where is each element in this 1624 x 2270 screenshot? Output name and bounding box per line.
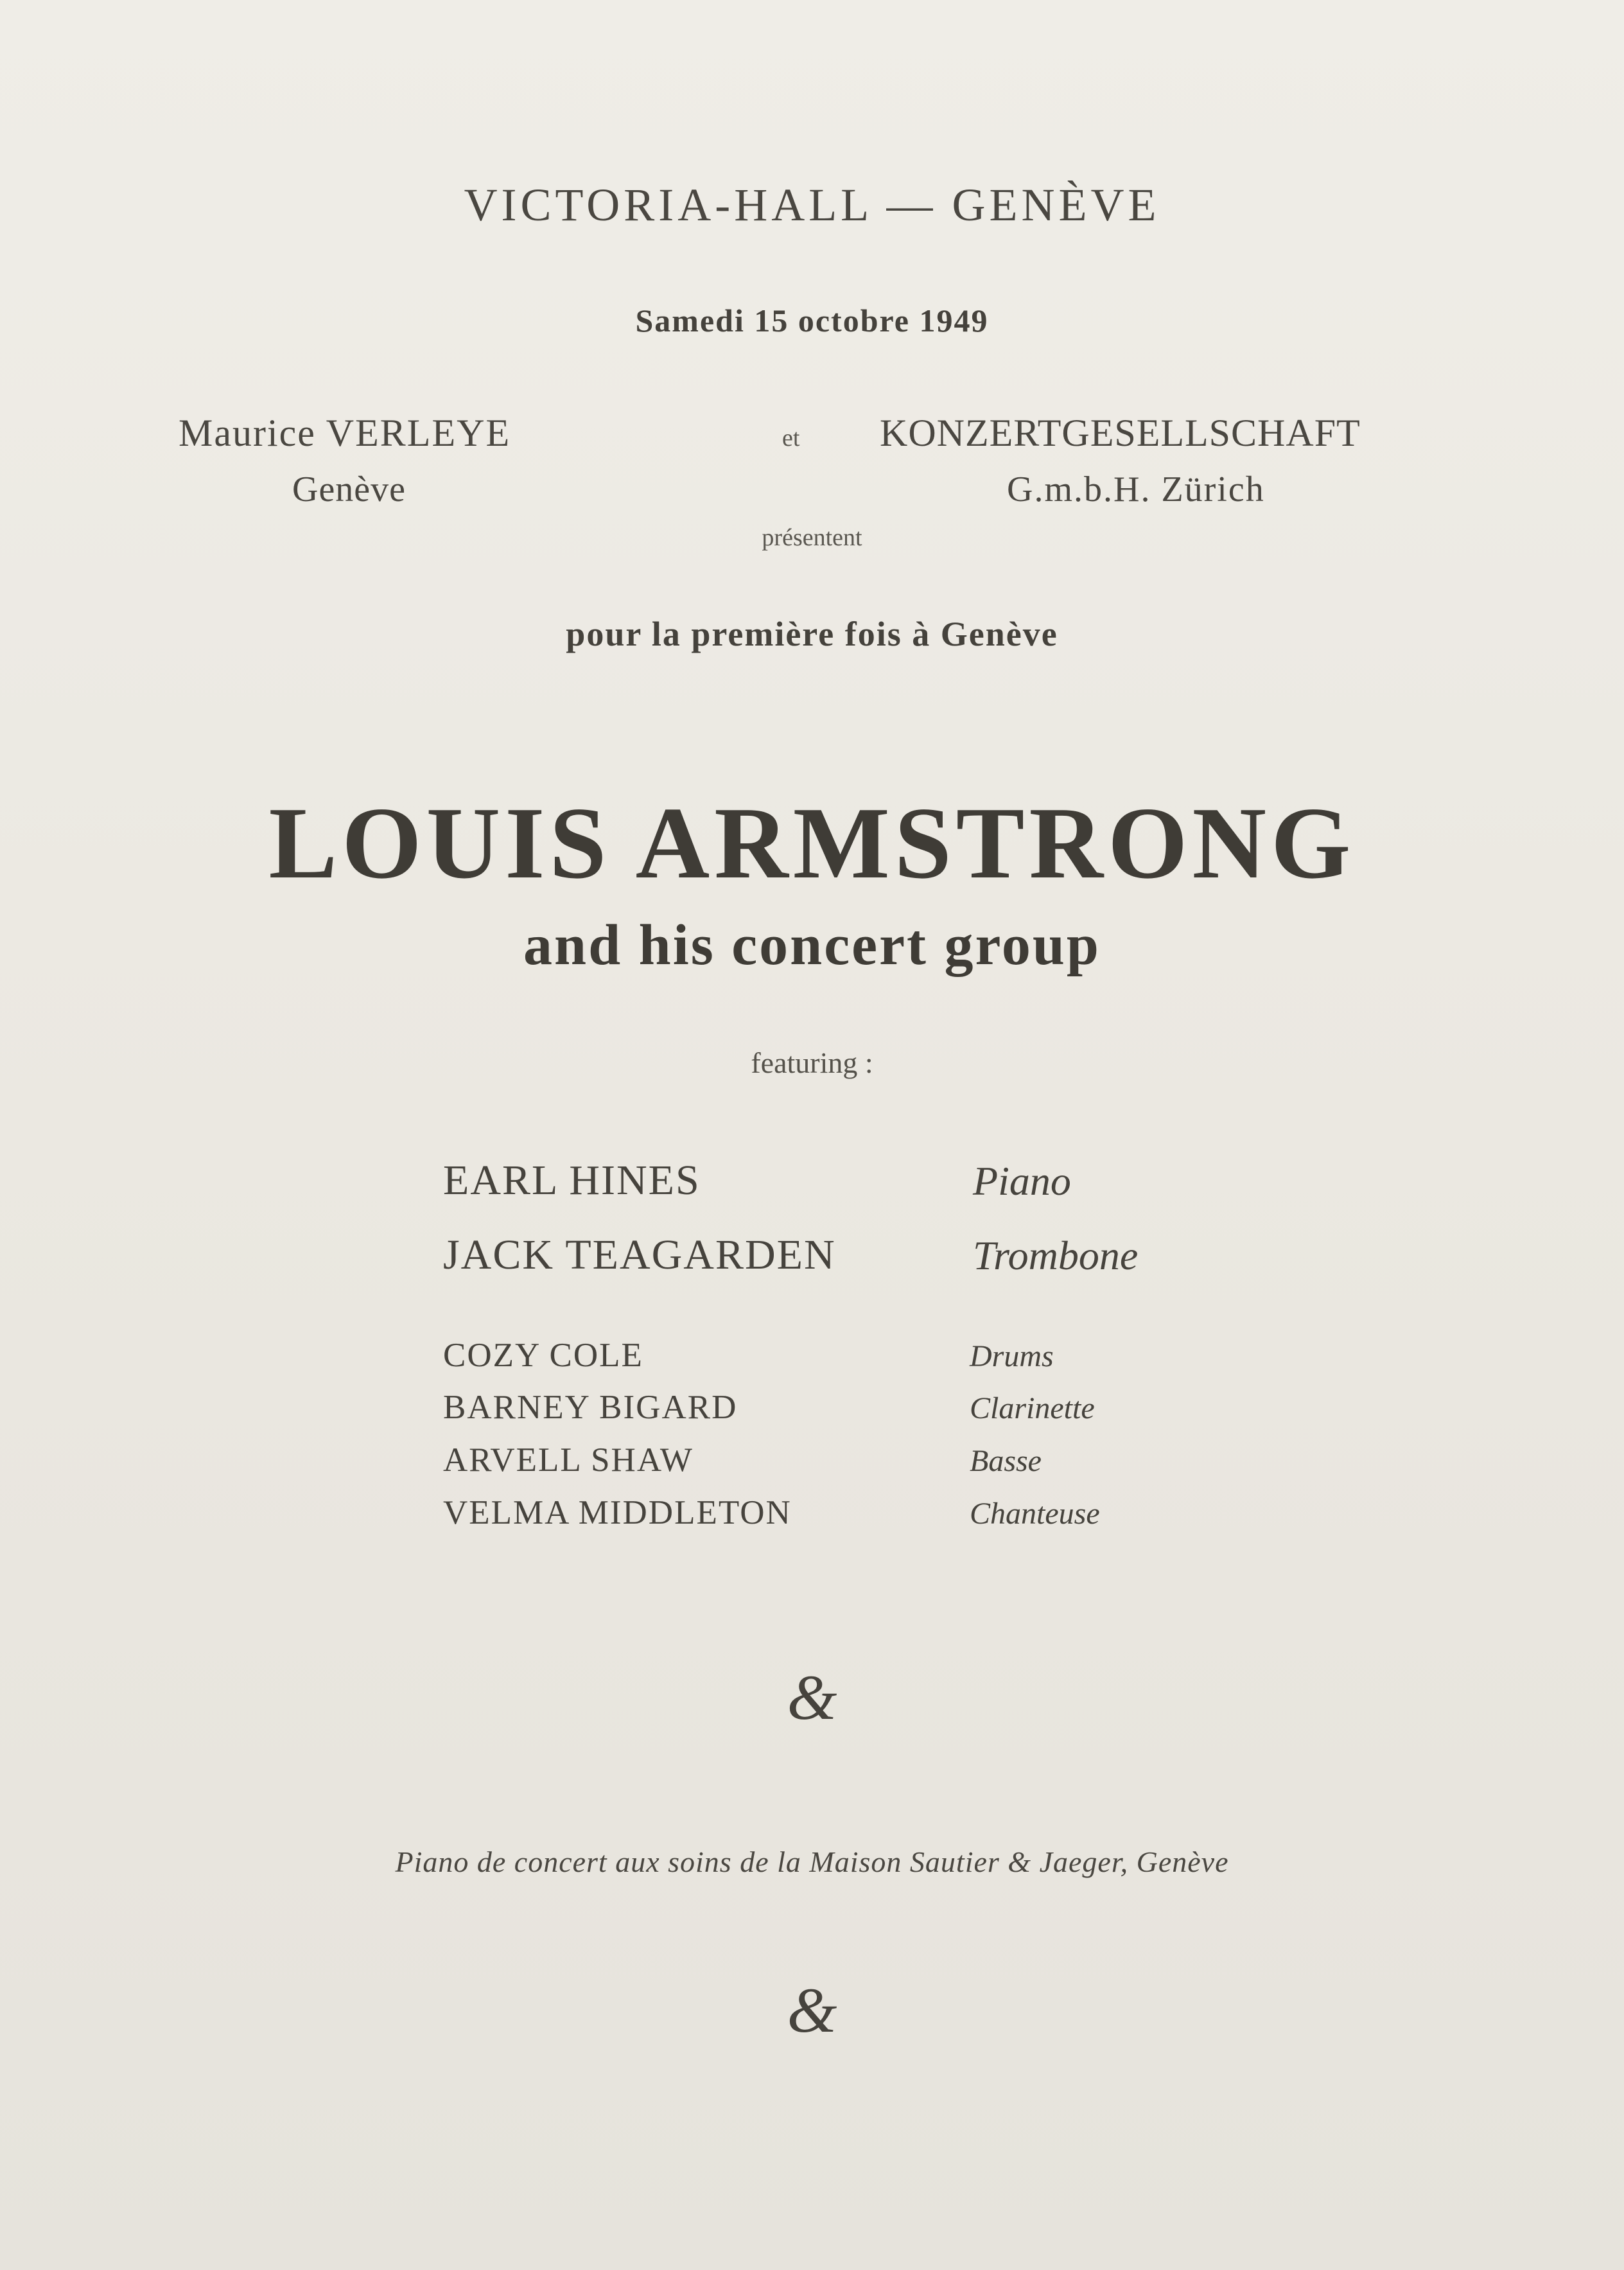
musician-instrument: Drums (970, 1339, 1054, 1373)
musician-name: EARL HINES (443, 1157, 701, 1204)
musician-name: COZY COLE (443, 1337, 643, 1374)
featuring-label: featuring : (751, 1046, 873, 1079)
presenter-left-name: Maurice VERLEYE (179, 412, 511, 454)
musician-name: BARNEY BIGARD (443, 1389, 738, 1426)
ampersand-ornament-icon: & (787, 1662, 837, 1733)
musician-instrument: Basse (970, 1444, 1042, 1478)
presenters-verb: présentent (762, 524, 862, 551)
concert-date: Samedi 15 octobre 1949 (635, 303, 989, 339)
headliner-title: LOUIS ARMSTRONG (268, 786, 1356, 900)
musician-instrument: Trombone (973, 1233, 1139, 1278)
musician-instrument: Clarinette (970, 1391, 1095, 1425)
presenter-right-name: KONZERTGESELLSCHAFT (880, 412, 1361, 454)
venue-heading: VICTORIA-HALL — GENÈVE (464, 179, 1160, 231)
musician-name: VELMA MIDDLETON (443, 1494, 792, 1531)
piano-credit-footer: Piano de concert aux soins de la Maison Sautier & Jaeger, Genève (395, 1845, 1229, 1878)
musician-name: ARVELL SHAW (443, 1441, 694, 1479)
presenter-left-city: Genève (292, 470, 406, 509)
musician-instrument: Chanteuse (970, 1497, 1100, 1531)
musician-name: JACK TEAGARDEN (443, 1231, 836, 1278)
presenters-connector: et (782, 425, 800, 452)
tagline: pour la première fois à Genève (566, 615, 1058, 653)
ampersand-ornament-icon: & (787, 1975, 837, 2046)
musician-instrument: Piano (973, 1158, 1071, 1204)
presenter-right-city: G.m.b.H. Zürich (1007, 470, 1265, 509)
headliner-subtitle: and his concert group (523, 913, 1101, 977)
